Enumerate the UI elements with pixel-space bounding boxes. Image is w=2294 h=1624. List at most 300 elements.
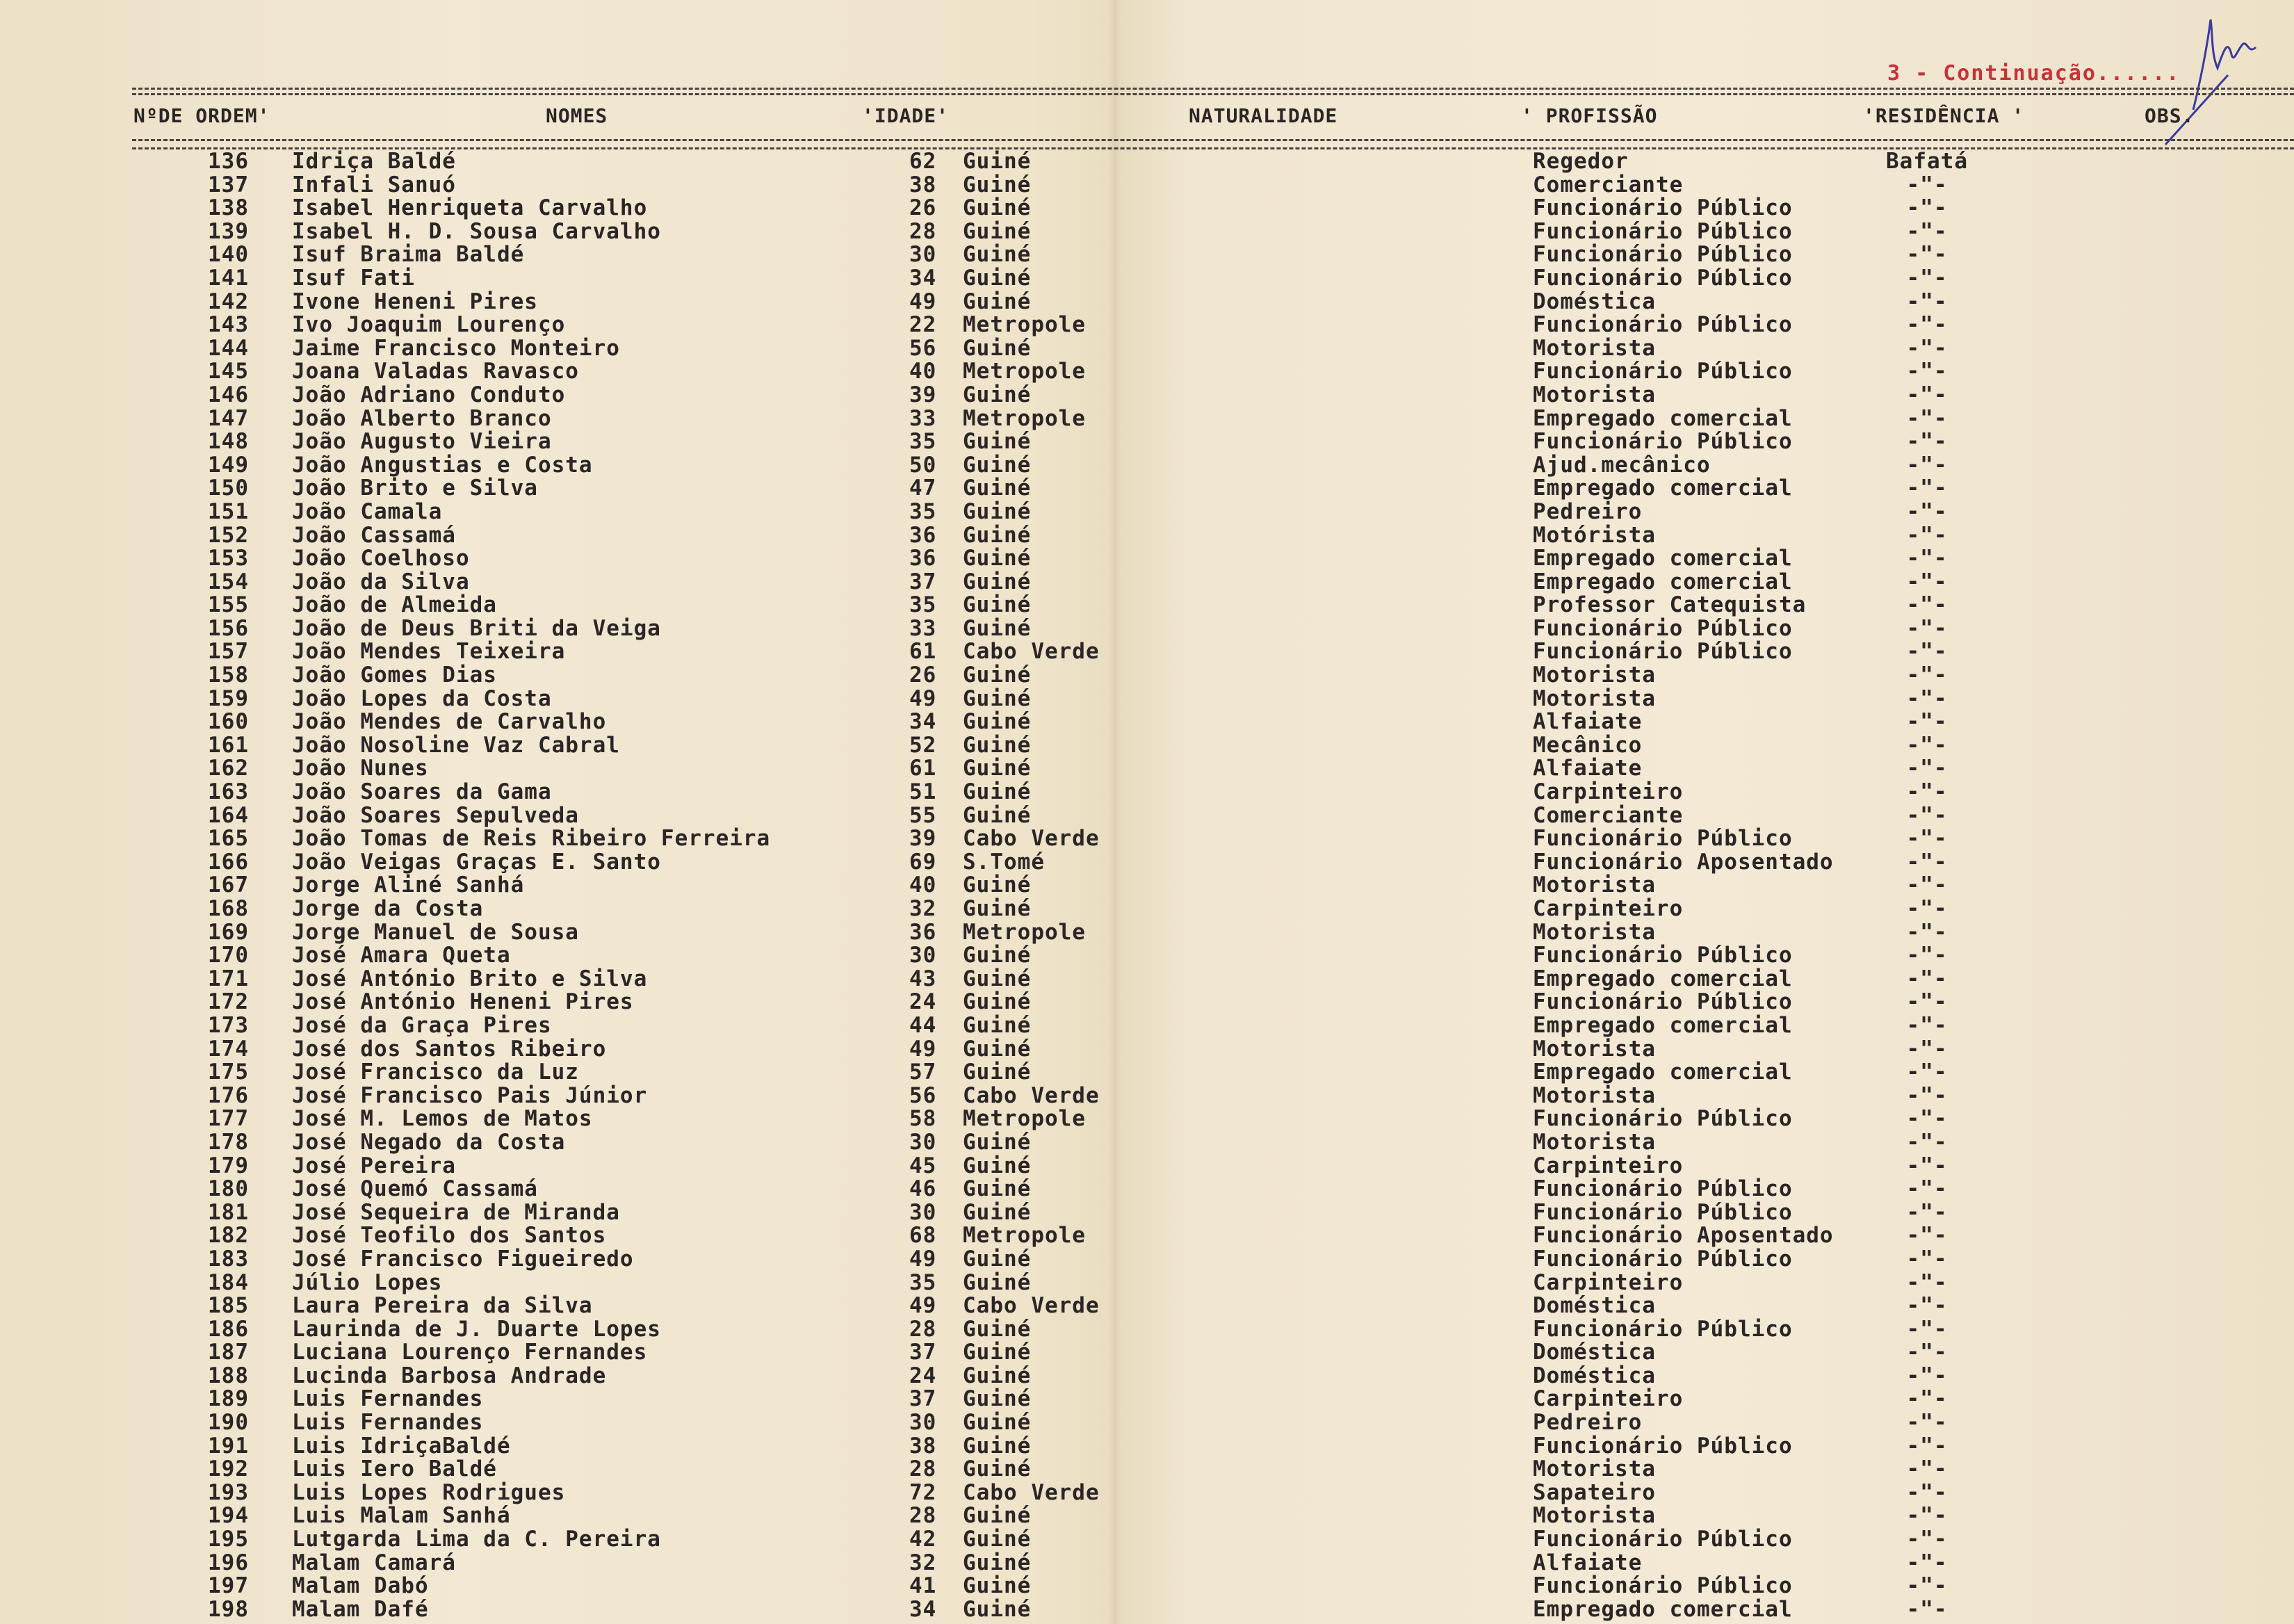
nationality: Guiné	[963, 289, 1032, 314]
table-row	[0, 734, 2294, 758]
person-name: Luis Iero Baldé	[292, 1456, 497, 1482]
nationality: Guiné	[963, 1059, 1032, 1085]
person-name: João Soares da Gama	[292, 779, 552, 805]
age: 41	[909, 1573, 937, 1599]
person-name: Lutgarda Lima da C. Pereira	[292, 1527, 661, 1552]
profession: Motorista	[1533, 919, 1656, 945]
residence: -"-	[1906, 943, 1948, 968]
nationality: Cabo Verde	[963, 1082, 1100, 1108]
nationality: Guiné	[963, 476, 1032, 501]
order-number: 169	[208, 919, 249, 945]
profession: Empregado comercial	[1533, 405, 1793, 431]
nationality: Guiné	[963, 802, 1032, 828]
table-row	[0, 337, 2294, 361]
order-number: 178	[208, 1129, 249, 1155]
person-name: Isabel H. D. Sousa Carvalho	[292, 218, 661, 244]
profession: Funcionário Público	[1533, 429, 1793, 455]
age: 34	[909, 1596, 937, 1622]
order-number: 142	[208, 289, 249, 314]
age: 39	[909, 382, 937, 407]
nationality: Guiné	[963, 172, 1032, 197]
profession: Comerciante	[1533, 172, 1684, 197]
residence: -"-	[1906, 218, 1948, 244]
residence: -"-	[1906, 989, 1948, 1015]
profession: Funcionário Público	[1533, 1527, 1793, 1552]
profession: Motorista	[1533, 1503, 1656, 1529]
table-row	[0, 827, 2294, 851]
age: 34	[909, 265, 937, 291]
residence: -"-	[1906, 756, 1948, 781]
nationality: Guiné	[963, 1573, 1032, 1599]
residence: -"-	[1906, 405, 1948, 431]
person-name: José Amara Queta	[292, 943, 511, 968]
residence: -"-	[1906, 1106, 1948, 1132]
order-number: 147	[208, 405, 249, 431]
residence: -"-	[1906, 1269, 1948, 1295]
person-name: José Pereira	[292, 1153, 456, 1178]
person-name: José Francisco Pais Júnior	[292, 1082, 648, 1108]
age: 28	[909, 1316, 937, 1342]
order-number: 150	[208, 476, 249, 501]
residence: -"-	[1906, 242, 1948, 268]
person-name: João Cassamá	[292, 522, 456, 548]
person-name: Isabel Henriqueta Carvalho	[292, 195, 648, 221]
table-row	[0, 804, 2294, 828]
table-row	[0, 498, 2294, 524]
nationality: Guiné	[963, 1269, 1032, 1295]
profession: Funcionário Público	[1533, 265, 1793, 291]
nationality: Metropole	[963, 312, 1086, 338]
nationality: Guiné	[963, 943, 1032, 968]
nationality: Guiné	[963, 546, 1032, 571]
register-table	[0, 150, 2294, 1621]
age: 49	[909, 1246, 937, 1272]
residence: -"-	[1906, 382, 1948, 407]
residence: -"-	[1906, 289, 1948, 314]
nationality: Guiné	[963, 1550, 1032, 1575]
person-name: Ivone Heneni Pires	[292, 289, 538, 314]
order-number: 171	[208, 966, 249, 991]
age: 36	[909, 522, 937, 548]
order-number: 183	[208, 1246, 249, 1272]
table-row	[0, 1201, 2294, 1225]
profession: Comerciante	[1533, 802, 1684, 828]
nationality: Guiné	[963, 1410, 1032, 1436]
profession: Motorista	[1533, 1456, 1656, 1482]
nationality: Guiné	[963, 1246, 1032, 1272]
person-name: João da Silva	[292, 569, 470, 594]
profession: Funcionário Público	[1533, 195, 1793, 221]
person-name: João Camala	[292, 498, 443, 524]
residence: -"-	[1906, 1479, 1948, 1505]
person-name: João Coelhoso	[292, 546, 470, 571]
age: 61	[909, 756, 937, 781]
age: 30	[909, 1410, 937, 1436]
nationality: Guiné	[963, 1456, 1032, 1482]
residence: -"-	[1906, 1573, 1948, 1599]
table-row	[0, 617, 2294, 641]
table-row	[0, 968, 2294, 991]
nationality: Guiné	[963, 1596, 1032, 1622]
table-row	[0, 1082, 2294, 1108]
nationality: Guiné	[963, 1012, 1032, 1038]
age: 43	[909, 966, 937, 991]
age: 38	[909, 172, 937, 197]
nationality: Guiné	[963, 872, 1032, 898]
nationality: Cabo Verde	[963, 1479, 1100, 1505]
table-row	[0, 1224, 2294, 1248]
nationality: Guiné	[963, 429, 1032, 455]
profession: Carpinteiro	[1533, 1269, 1684, 1295]
residence: -"-	[1906, 569, 1948, 594]
nationality: Guiné	[963, 195, 1032, 221]
profession: Professor Catequista	[1533, 592, 1807, 618]
person-name: João Brito e Silva	[292, 476, 538, 501]
person-name: Lucinda Barbosa Andrade	[292, 1363, 607, 1388]
person-name: Júlio Lopes	[292, 1269, 443, 1295]
profession: Motorista	[1533, 685, 1656, 711]
person-name: João Alberto Branco	[292, 405, 552, 431]
residence: -"-	[1906, 265, 1948, 291]
header-residence: 'RESIDÊNCIA '	[1863, 104, 2025, 127]
residence: -"-	[1906, 476, 1948, 501]
profession: Pedreiro	[1533, 1410, 1643, 1436]
table-row	[0, 1388, 2294, 1411]
profession: Funcionário Público	[1533, 1316, 1793, 1342]
person-name: João Gomes Dias	[292, 663, 497, 688]
profession: Funcionário Público	[1533, 1176, 1793, 1202]
residence: -"-	[1906, 592, 1948, 618]
header-profession: ' PROFISSÃO	[1521, 104, 1658, 127]
profession: Funcionário Aposentado	[1533, 849, 1834, 875]
order-number: 166	[208, 849, 249, 875]
residence: -"-	[1906, 1153, 1948, 1178]
nationality: Guiné	[963, 756, 1032, 781]
nationality: Guiné	[963, 709, 1032, 735]
age: 51	[909, 779, 937, 805]
header-obs: OBS.	[2145, 104, 2195, 127]
profession: Motorista	[1533, 872, 1656, 898]
person-name: João de Deus Briti da Veiga	[292, 615, 661, 641]
table-row	[0, 360, 2294, 384]
person-name: João Mendes de Carvalho	[292, 709, 607, 735]
table-row	[0, 384, 2294, 407]
residence: -"-	[1906, 639, 1948, 665]
residence: -"-	[1906, 1012, 1948, 1038]
order-number: 165	[208, 826, 249, 852]
person-name: José Negado da Costa	[292, 1129, 566, 1155]
age: 37	[909, 1386, 937, 1412]
table-row	[0, 220, 2294, 244]
residence: -"-	[1906, 1199, 1948, 1225]
nationality: Cabo Verde	[963, 639, 1100, 665]
order-number: 161	[208, 732, 249, 758]
residence: -"-	[1906, 1386, 1948, 1412]
header-rule-bottom-2	[132, 147, 2294, 149]
profession: Carpinteiro	[1533, 1386, 1684, 1412]
profession: Funcionário Público	[1533, 989, 1793, 1015]
residence: -"-	[1906, 172, 1948, 197]
residence: -"-	[1906, 1293, 1948, 1319]
residence: -"-	[1906, 849, 1948, 875]
table-row	[0, 898, 2294, 921]
nationality: Metropole	[963, 1106, 1086, 1132]
nationality: Guiné	[963, 1363, 1032, 1388]
profession: Funcionário Público	[1533, 1199, 1793, 1225]
table-row	[0, 1318, 2294, 1342]
age: 24	[909, 989, 937, 1015]
nationality: Guiné	[963, 569, 1032, 594]
residence: -"-	[1906, 195, 1948, 221]
age: 33	[909, 615, 937, 641]
table-row	[0, 874, 2294, 898]
table-row	[0, 640, 2294, 664]
profession: Motorista	[1533, 1082, 1656, 1108]
order-number: 145	[208, 359, 249, 384]
order-number: 198	[208, 1596, 249, 1622]
order-number: 167	[208, 872, 249, 898]
order-number: 136	[208, 149, 249, 174]
table-row	[0, 477, 2294, 501]
table-row	[0, 1341, 2294, 1365]
order-number: 163	[208, 779, 249, 805]
person-name: José M. Lemos de Matos	[292, 1106, 593, 1132]
order-number: 160	[208, 709, 249, 735]
person-name: João Lopes da Costa	[292, 685, 552, 711]
age: 44	[909, 1012, 937, 1038]
residence: -"-	[1906, 1410, 1948, 1436]
order-number: 138	[208, 195, 249, 221]
age: 49	[909, 1036, 937, 1062]
age: 50	[909, 452, 937, 478]
nationality: Guiné	[963, 615, 1032, 641]
nationality: Guiné	[963, 592, 1032, 618]
residence: -"-	[1906, 663, 1948, 688]
order-number: 180	[208, 1176, 249, 1202]
table-row	[0, 1155, 2294, 1178]
nationality: Guiné	[963, 1176, 1032, 1202]
person-name: José da Graça Pires	[292, 1012, 552, 1038]
age: 26	[909, 663, 937, 688]
nationality: S.Tomé	[963, 849, 1045, 875]
person-name: José Sequeira de Miranda	[292, 1199, 620, 1225]
order-number: 193	[208, 1479, 249, 1505]
residence: -"-	[1906, 966, 1948, 991]
header-rule-top	[132, 88, 2294, 90]
nationality: Metropole	[963, 405, 1086, 431]
nationality: Metropole	[963, 359, 1086, 384]
person-name: Joana Valadas Ravasco	[292, 359, 579, 384]
nationality: Guiné	[963, 1433, 1032, 1459]
person-name: João Soares Sepulveda	[292, 802, 579, 828]
order-number: 173	[208, 1012, 249, 1038]
residence: -"-	[1906, 872, 1948, 898]
order-number: 137	[208, 172, 249, 197]
person-name: Jorge da Costa	[292, 896, 484, 921]
residence: -"-	[1906, 896, 1948, 921]
residence: -"-	[1906, 1596, 1948, 1622]
profession: Alfaiate	[1533, 1550, 1643, 1575]
age: 42	[909, 1527, 937, 1552]
nationality: Guiné	[963, 1199, 1032, 1225]
table-row	[0, 851, 2294, 875]
person-name: José António Brito e Silva	[292, 966, 648, 991]
table-row	[0, 267, 2294, 291]
order-number: 170	[208, 943, 249, 968]
profession: Empregado comercial	[1533, 1596, 1793, 1622]
table-row	[0, 1014, 2294, 1038]
person-name: José Teofilo dos Santos	[292, 1223, 607, 1249]
order-number: 154	[208, 569, 249, 594]
table-row	[0, 944, 2294, 968]
residence: Bafatá	[1886, 149, 1968, 174]
age: 30	[909, 943, 937, 968]
nationality: Guiné	[963, 896, 1032, 921]
table-row	[0, 524, 2294, 548]
table-row	[0, 1365, 2294, 1388]
person-name: José Francisco Figueiredo	[292, 1246, 634, 1272]
order-number: 186	[208, 1316, 249, 1342]
table-row	[0, 197, 2294, 220]
residence: -"-	[1906, 1246, 1948, 1272]
profession: Empregado comercial	[1533, 476, 1793, 501]
table-row	[0, 174, 2294, 197]
order-number: 189	[208, 1386, 249, 1412]
order-number: 181	[208, 1199, 249, 1225]
age: 61	[909, 639, 937, 665]
nationality: Guiné	[963, 1340, 1032, 1365]
profession: Motorista	[1533, 663, 1656, 688]
profession: Motorista	[1533, 335, 1656, 361]
profession: Funcionário Público	[1533, 1106, 1793, 1132]
profession: Carpinteiro	[1533, 779, 1684, 805]
person-name: João Nosoline Vaz Cabral	[292, 732, 620, 758]
order-number: 174	[208, 1036, 249, 1062]
nationality: Guiné	[963, 1386, 1032, 1412]
table-row	[0, 594, 2294, 617]
person-name: Luis Fernandes	[292, 1386, 484, 1412]
table-row	[0, 1269, 2294, 1295]
profession: Carpinteiro	[1533, 896, 1684, 921]
person-name: José António Heneni Pires	[292, 989, 634, 1015]
age: 56	[909, 1082, 937, 1108]
order-number: 146	[208, 382, 249, 407]
residence: -"-	[1906, 359, 1948, 384]
age: 32	[909, 1550, 937, 1575]
age: 28	[909, 218, 937, 244]
profession: Regedor	[1533, 149, 1629, 174]
age: 37	[909, 1340, 937, 1365]
order-number: 164	[208, 802, 249, 828]
profession: Funcionário Aposentado	[1533, 1223, 1834, 1249]
person-name: Isuf Braima Baldé	[292, 242, 525, 268]
age: 62	[909, 149, 937, 174]
person-name: João Angustias e Costa	[292, 452, 593, 478]
profession: Funcionário Público	[1533, 826, 1793, 852]
age: 37	[909, 569, 937, 594]
age: 58	[909, 1106, 937, 1132]
profession: Funcionário Público	[1533, 943, 1793, 968]
order-number: 159	[208, 685, 249, 711]
order-number: 190	[208, 1410, 249, 1436]
person-name: João de Almeida	[292, 592, 497, 618]
profession: Doméstica	[1533, 1293, 1656, 1319]
person-name: Isuf Fati	[292, 265, 415, 291]
nationality: Metropole	[963, 1223, 1086, 1249]
table-row	[0, 547, 2294, 571]
table-row	[0, 1248, 2294, 1272]
residence: -"-	[1906, 429, 1948, 455]
table-row	[0, 150, 2294, 174]
residence: -"-	[1906, 522, 1948, 548]
nationality: Guiné	[963, 1316, 1032, 1342]
order-number: 196	[208, 1550, 249, 1575]
order-number: 194	[208, 1503, 249, 1529]
residence: -"-	[1906, 1363, 1948, 1388]
profession: Empregado comercial	[1533, 1059, 1793, 1085]
nationality: Guiné	[963, 1503, 1032, 1529]
order-number: 187	[208, 1340, 249, 1365]
age: 40	[909, 872, 937, 898]
table-row	[0, 430, 2294, 454]
person-name: Luis Fernandes	[292, 1410, 484, 1436]
person-name: Malam Dafé	[292, 1596, 429, 1622]
person-name: Laura Pereira da Silva	[292, 1293, 593, 1319]
age: 49	[909, 289, 937, 314]
profession: Motorista	[1533, 382, 1656, 407]
age: 35	[909, 592, 937, 618]
table-row	[0, 1435, 2294, 1459]
nationality: Guiné	[963, 685, 1032, 711]
profession: Motórista	[1533, 522, 1656, 548]
header-order: NºDE ORDEM'	[133, 104, 270, 127]
order-number: 176	[208, 1082, 249, 1108]
profession: Motorista	[1533, 1129, 1656, 1155]
table-row	[0, 1131, 2294, 1155]
nationality: Cabo Verde	[963, 1293, 1100, 1319]
profession: Funcionário Público	[1533, 1246, 1793, 1272]
order-number: 197	[208, 1573, 249, 1599]
residence: -"-	[1906, 1036, 1948, 1062]
profession: Carpinteiro	[1533, 1153, 1684, 1178]
age: 30	[909, 242, 937, 268]
profession: Funcionário Público	[1533, 242, 1793, 268]
table-row	[0, 1178, 2294, 1201]
age: 26	[909, 195, 937, 221]
age: 22	[909, 312, 937, 338]
age: 69	[909, 849, 937, 875]
nationality: Guiné	[963, 1527, 1032, 1552]
table-row	[0, 757, 2294, 781]
person-name: Ivo Joaquim Lourenço	[292, 312, 566, 338]
nationality: Guiné	[963, 149, 1032, 174]
residence: -"-	[1906, 1340, 1948, 1365]
person-name: João Augusto Vieira	[292, 429, 552, 455]
header-age: 'IDADE'	[862, 104, 950, 127]
age: 24	[909, 1363, 937, 1388]
age: 39	[909, 826, 937, 852]
residence: -"-	[1906, 826, 1948, 852]
person-name: João Nunes	[292, 756, 429, 781]
table-row	[0, 781, 2294, 804]
residence: -"-	[1906, 1503, 1948, 1529]
age: 55	[909, 802, 937, 828]
order-number: 162	[208, 756, 249, 781]
person-name: Idriça Baldé	[292, 149, 456, 174]
order-number: 177	[208, 1106, 249, 1132]
order-number: 185	[208, 1293, 249, 1319]
nationality: Guiné	[963, 1153, 1032, 1178]
